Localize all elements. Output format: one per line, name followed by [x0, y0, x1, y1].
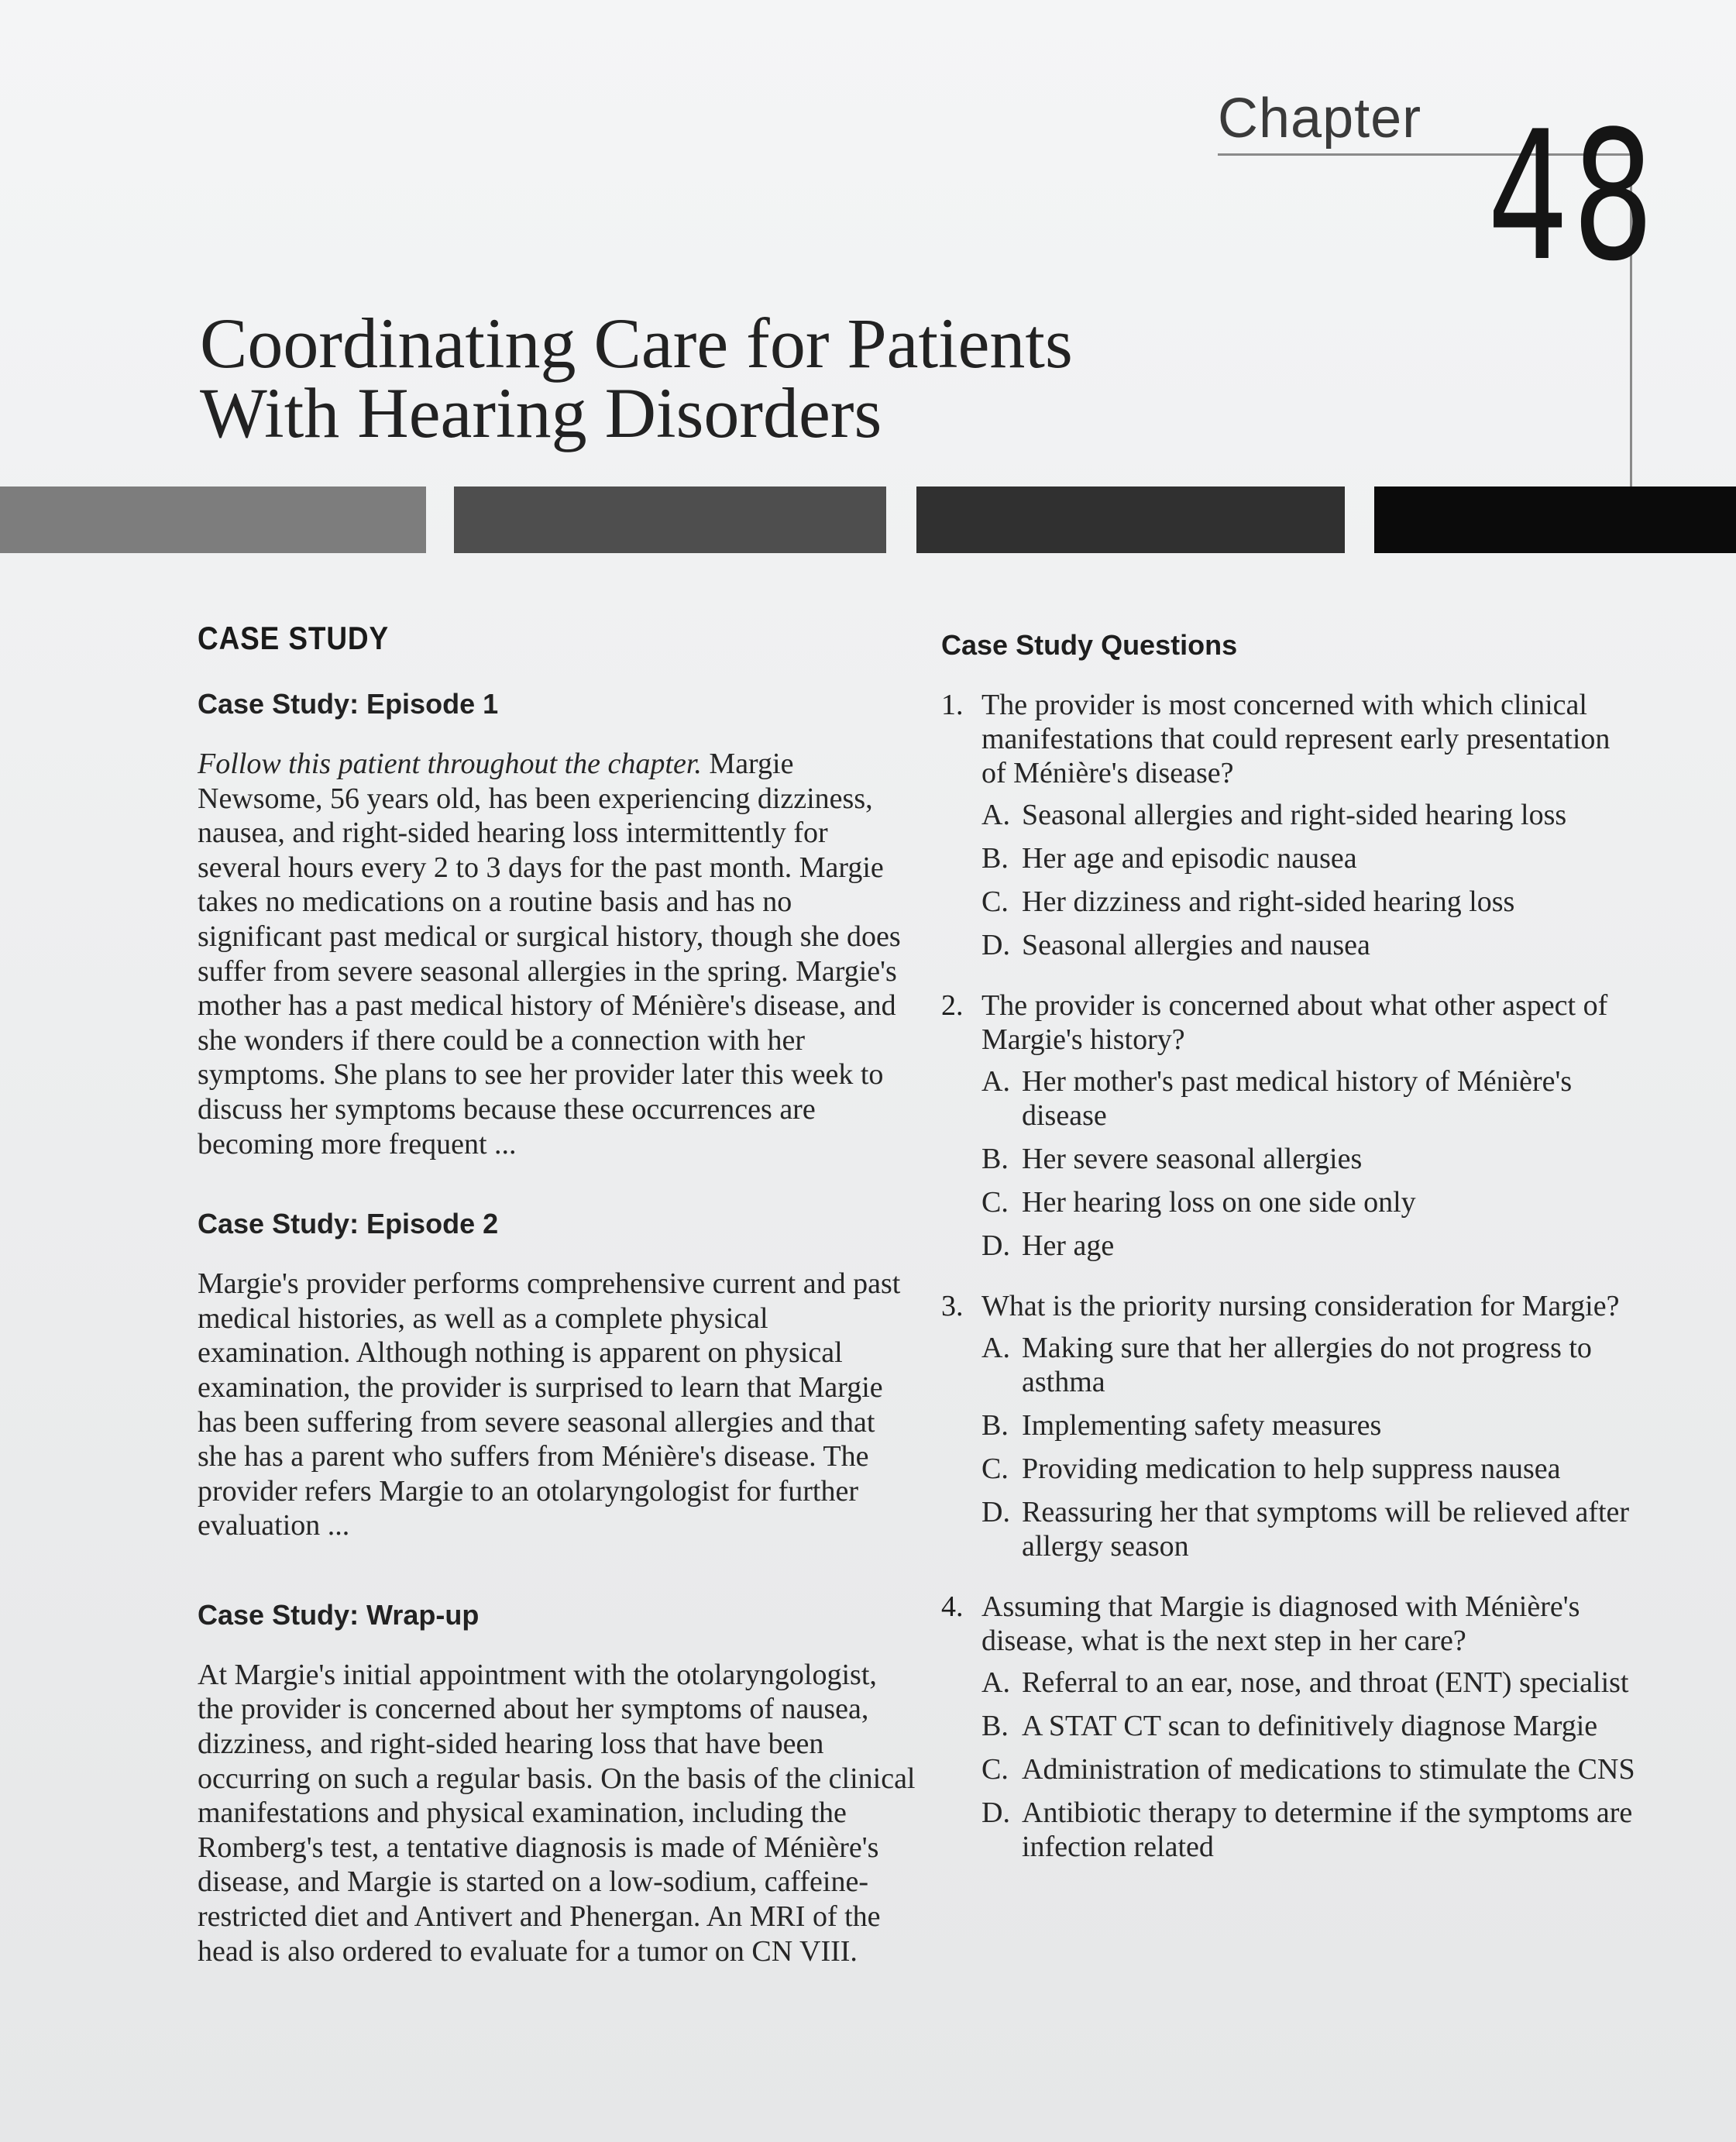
episode-body: Margie Newsome, 56 years old, has been experiencing dizziness, nausea, and right-sided hearing loss intermittently for several hours every 2 to 3 days for the past month. Margie takes no medications on a routine basis and has no significant past medical or surgical history, though she does suffer from severe seasonal allergies in the spring. Margie's mother has a past medical history of Ménière's disease, and she wonders if there could be a connection with her symptoms. She plans to see her provider later this week to discuss her symptoms because these occurrences are becoming more frequent ...	[198, 748, 901, 1160]
option-letter: C.	[981, 1186, 1009, 1219]
option-letter: C.	[981, 885, 1009, 918]
option-letter: B.	[981, 1143, 1009, 1175]
option-text: Her hearing loss on one side only	[1022, 1186, 1416, 1219]
option-letter: D.	[981, 1496, 1010, 1528]
questions-heading: Case Study Questions	[941, 629, 1238, 661]
question-3	[941, 1289, 1638, 1563]
episode-heading: Case Study: Episode 1	[198, 688, 499, 720]
episode-heading: Case Study: Wrap-up	[198, 1598, 480, 1631]
episode-body: Margie's provider performs comprehensive current and past medical histories, as well as a complete physical examination. Although nothing is apparent on physical examination, the provider is surprised to learn that Margie has been suffering from severe seasonal allergies and that she has a parent who suffers from Ménière's disease. The provider refers Margie to an otolaryngologist for further evaluation ...	[198, 1267, 901, 1542]
option-text: Her age and episodic nausea	[1022, 842, 1357, 875]
question-2	[941, 988, 1638, 1263]
option-text: Administration of medications to stimulate the CNS	[1022, 1753, 1635, 1786]
option-text: Her age	[1022, 1229, 1115, 1262]
case-study-heading: CASE STUDY	[198, 620, 390, 656]
option-text: Antibiotic therapy to determine if the symptoms are infection related	[1022, 1796, 1633, 1863]
option-letter: B.	[981, 842, 1009, 875]
answer-option	[981, 928, 1638, 962]
question-1	[941, 688, 1638, 962]
decorative-bar-light	[0, 487, 426, 553]
questions-column	[941, 629, 1638, 1890]
episode-wrap-up	[198, 1599, 918, 1968]
answer-option	[981, 1229, 1638, 1263]
answer-option	[981, 1452, 1638, 1486]
episode-1	[198, 688, 918, 1161]
question-number: 4.	[941, 1590, 964, 1623]
option-text: Her mother's past medical history of Ménière's disease	[1022, 1065, 1573, 1132]
decorative-bar-black	[1374, 487, 1736, 553]
episode-heading: Case Study: Episode 2	[198, 1208, 499, 1240]
option-text: Seasonal allergies and nausea	[1022, 929, 1370, 961]
question-4	[941, 1590, 1638, 1864]
option-letter: C.	[981, 1453, 1009, 1485]
episode-text	[198, 747, 918, 1161]
option-text: Implementing safety measures	[1022, 1409, 1382, 1442]
episode-2	[198, 1208, 918, 1543]
answer-option	[981, 1796, 1638, 1864]
option-text: Seasonal allergies and right-sided hearing loss	[1022, 799, 1567, 831]
answer-option	[981, 1142, 1638, 1176]
answer-option	[981, 841, 1638, 875]
chapter-number: 48	[1487, 94, 1658, 301]
question-text: Assuming that Margie is diagnosed with Ménière's disease, what is the next step in her care?	[981, 1590, 1580, 1657]
answer-option	[981, 1331, 1638, 1399]
answer-option	[981, 1666, 1638, 1700]
answer-option	[981, 1408, 1638, 1442]
answer-option	[981, 1709, 1638, 1743]
decorative-bar-medium	[454, 487, 886, 553]
chapter-title: Coordinating Care for Patients With Hearing Disorders	[200, 304, 1073, 452]
answer-option	[981, 1064, 1638, 1133]
question-number: 3.	[941, 1290, 964, 1322]
option-letter: A.	[981, 1666, 1010, 1699]
answer-option	[981, 1185, 1638, 1219]
question-text: The provider is most concerned with which clinical manifestations that could represent early presentation of Ménière's disease?	[981, 689, 1611, 789]
option-text: Making sure that her allergies do not progress to asthma	[1022, 1332, 1592, 1398]
option-text: Her severe seasonal allergies	[1022, 1143, 1363, 1175]
answer-option	[981, 1752, 1638, 1786]
question-number: 2.	[941, 989, 964, 1022]
option-letter: D.	[981, 929, 1010, 961]
option-letter: D.	[981, 1229, 1010, 1262]
option-text: Reassuring her that symptoms will be relieved after allergy season	[1022, 1496, 1630, 1563]
option-letter: B.	[981, 1409, 1009, 1442]
option-letter: C.	[981, 1753, 1009, 1786]
answer-option	[981, 798, 1638, 832]
option-text: Her dizziness and right-sided hearing loss	[1022, 885, 1515, 918]
episode-body: At Margie's initial appointment with the otolaryngologist, the provider is concerned about her symptoms of nausea, dizziness, and right-sided hearing loss that have been occurring on such a regular basis. On the basis of the clinical manifestations and physical examination, including the Romberg's test, a tentative diagnosis is made of Ménière's disease, and Margie is started on a low-sodium, caffeine-restricted diet and Antivert and Phenergan. An MRI of the head is also ordered to evaluate for a tumor on CN VIII.	[198, 1658, 916, 1968]
option-letter: D.	[981, 1796, 1010, 1829]
option-text: Providing medication to help suppress nausea	[1022, 1453, 1561, 1485]
option-letter: A.	[981, 799, 1010, 831]
decorative-bar-dark	[916, 487, 1345, 553]
option-text: Referral to an ear, nose, and throat (ENT) specialist	[1022, 1666, 1629, 1699]
question-text: What is the priority nursing consideration for Margie?	[981, 1290, 1620, 1322]
episode-intro: Follow this patient throughout the chapter.	[198, 748, 702, 780]
option-letter: B.	[981, 1710, 1009, 1742]
case-study-column	[198, 620, 918, 1968]
option-letter: A.	[981, 1332, 1010, 1364]
question-list	[941, 688, 1638, 1864]
answer-option	[981, 885, 1638, 919]
answer-option	[981, 1495, 1638, 1563]
question-number: 1.	[941, 689, 964, 721]
option-text: A STAT CT scan to definitively diagnose Margie	[1022, 1710, 1598, 1742]
option-letter: A.	[981, 1065, 1010, 1098]
chapter-label: Chapter	[1218, 88, 1422, 150]
question-text: The provider is concerned about what other aspect of Margie's history?	[981, 989, 1608, 1056]
